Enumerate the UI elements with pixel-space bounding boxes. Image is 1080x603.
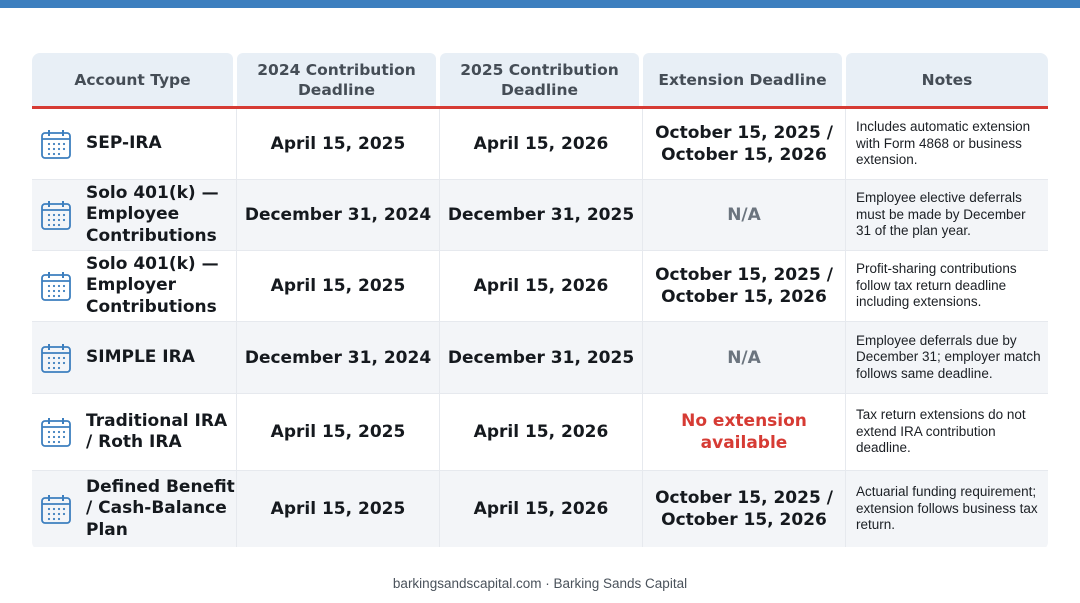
account-type-label: Solo 401(k) — Employee Contributions: [86, 182, 219, 246]
deadline-2024-cell: December 31, 2024: [237, 180, 440, 250]
table-row: [32, 251, 1048, 322]
calendar-icon: [40, 342, 72, 374]
notes-cell: Tax return extensions do not extend IRA contribution deadline.: [856, 407, 1026, 456]
calendar-icon: [40, 416, 72, 448]
calendar-icon: [40, 270, 72, 302]
header-account-type: Account Type: [32, 53, 233, 106]
table-row: [32, 322, 1048, 394]
notes-cell: Profit-sharing contributions follow tax return deadline including extensions.: [856, 261, 1017, 310]
account-type-label: Traditional IRA / Roth IRA: [86, 410, 228, 452]
deadline-2025-cell: December 31, 2025: [440, 322, 643, 393]
deadline-2024-cell: April 15, 2025: [237, 109, 440, 179]
extension-deadline-cell: N/A: [643, 180, 846, 250]
deadline-2025-cell: December 31, 2025: [440, 180, 643, 250]
header-extension-deadline: Extension Deadline: [643, 53, 842, 106]
table-row: [32, 394, 1048, 471]
notes-cell: Employee elective deferrals must be made by December 31 of the plan year.: [856, 190, 1026, 239]
extension-deadline-cell: N/A: [643, 322, 846, 393]
extension-deadline-cell: October 15, 2025 / October 15, 2026: [643, 251, 846, 321]
table-header-row: [32, 53, 1048, 109]
account-type-cell: [32, 322, 237, 393]
extension-deadline-cell: No extension available: [643, 394, 846, 470]
top-accent-bar: [0, 0, 1080, 8]
table-row: [32, 180, 1048, 251]
deadline-2025-cell: April 15, 2026: [440, 251, 643, 321]
deadline-2024-cell: April 15, 2025: [237, 394, 440, 470]
header-notes: Notes: [846, 53, 1048, 106]
notes-cell: Actuarial funding requirement; extension follows business tax return.: [856, 484, 1038, 533]
notes-cell: Employee deferrals due by December 31; employer match follows same deadline.: [856, 332, 1041, 381]
contribution-deadlines-table: [32, 53, 1048, 550]
account-type-cell: [32, 180, 237, 250]
account-type-cell: [32, 251, 237, 321]
notes-cell: Includes automatic extension with Form 4868 or business extension.: [856, 119, 1031, 168]
table-row: [32, 109, 1048, 180]
deadline-2025-cell: April 15, 2026: [440, 394, 643, 470]
calendar-icon: [40, 199, 72, 231]
extension-deadline-cell: October 15, 2025 / October 15, 2026: [643, 471, 846, 547]
header-2024-deadline: 2024 Contribution Deadline: [237, 53, 436, 106]
account-type-cell: [32, 471, 237, 547]
deadline-2025-cell: April 15, 2026: [440, 471, 643, 547]
calendar-icon: [40, 128, 72, 160]
deadline-2024-cell: December 31, 2024: [237, 322, 440, 393]
deadline-2024-cell: April 15, 2025: [237, 471, 440, 547]
footer-source[interactable]: barkingsandscapital.com · Barking Sands Capital: [392, 576, 688, 591]
account-type-label: SEP-IRA: [86, 133, 162, 154]
account-type-label: SIMPLE IRA: [86, 346, 195, 367]
deadline-2025-cell: April 15, 2026: [440, 109, 643, 179]
account-type-label: Defined Benefit / Cash-Balance Plan: [86, 476, 235, 540]
extension-deadline-cell: October 15, 2025 / October 15, 2026: [643, 109, 846, 179]
header-2025-deadline: 2025 Contribution Deadline: [440, 53, 639, 106]
account-type-cell: [32, 109, 237, 179]
deadline-2024-cell: April 15, 2025: [237, 251, 440, 321]
table-row: [32, 471, 1048, 547]
calendar-icon: [40, 493, 72, 525]
account-type-label: Solo 401(k) — Employer Contributions: [86, 253, 219, 317]
account-type-cell: [32, 394, 237, 470]
